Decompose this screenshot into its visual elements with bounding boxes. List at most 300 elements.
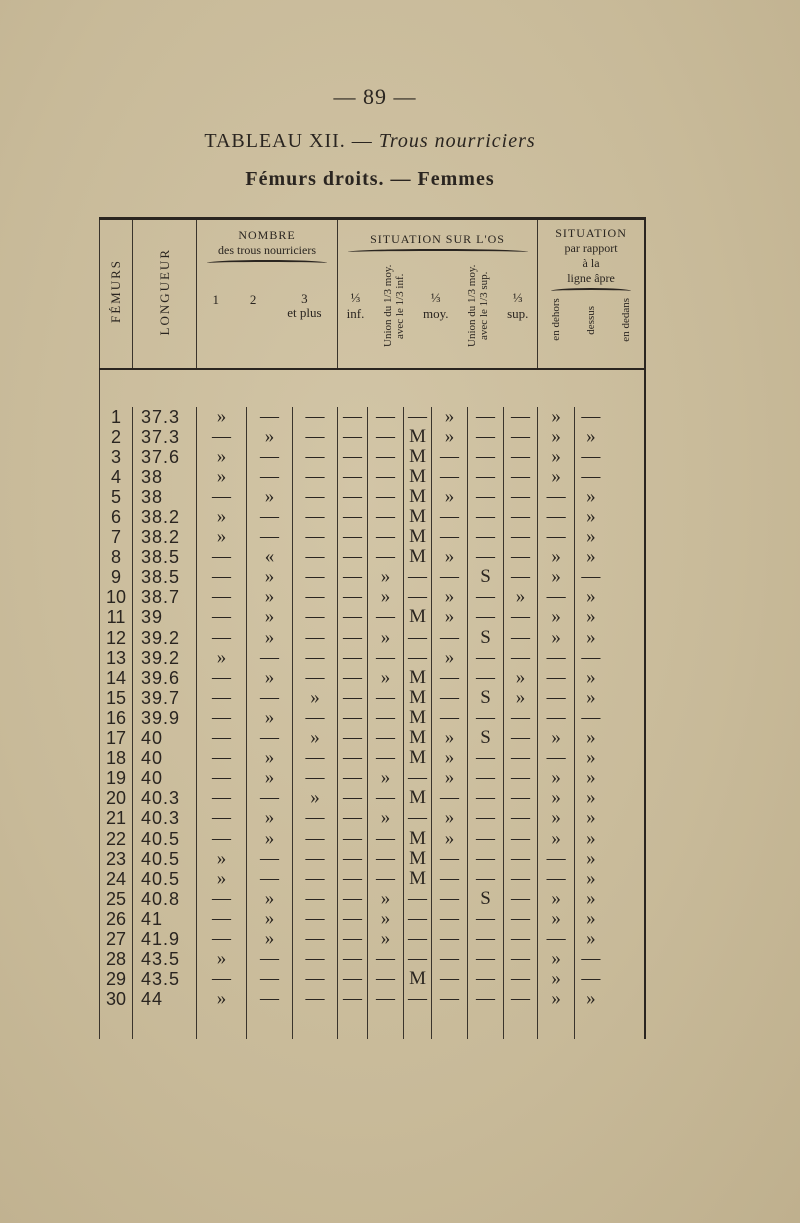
value-cell: — (338, 507, 368, 527)
value-cell: » (575, 688, 607, 708)
value-cell: — (368, 869, 404, 889)
value-cell: — (368, 688, 404, 708)
value-cell: » (538, 607, 575, 627)
value-cell: — (338, 869, 368, 889)
value-cell: » (575, 808, 607, 828)
value-cell: — (504, 728, 538, 748)
value-cell: — (338, 708, 368, 728)
value-cell: — (538, 708, 575, 728)
value-cell: » (293, 728, 338, 748)
value-cell: — (247, 527, 293, 547)
value-cell: » (538, 628, 575, 648)
length-cell: 39.2 (133, 648, 197, 668)
value-cell: — (197, 969, 247, 989)
header-en-dehors: en dehors (549, 298, 562, 342)
value-cell: — (338, 849, 368, 869)
value-cell: » (368, 909, 404, 929)
table-row (100, 889, 646, 909)
value-cell: — (197, 748, 247, 768)
table-row (100, 628, 646, 648)
value-cell: — (468, 407, 504, 427)
value-cell: » (247, 607, 293, 627)
value-cell: — (538, 487, 575, 507)
value-cell: — (197, 668, 247, 688)
value-cell: — (197, 788, 247, 808)
value-cell: M (404, 849, 432, 869)
value-cell: » (432, 728, 468, 748)
value-cell: » (247, 889, 293, 909)
value-cell: — (338, 748, 368, 768)
value-cell: — (368, 607, 404, 627)
length-cell: 39.6 (133, 668, 197, 688)
value-cell: — (247, 507, 293, 527)
femur-number: 15 (100, 688, 133, 708)
table-row (100, 788, 646, 808)
value-cell: » (538, 828, 575, 848)
femur-number: 21 (100, 808, 133, 828)
value-cell: » (538, 969, 575, 989)
value-cell: — (468, 949, 504, 969)
value-cell: — (468, 668, 504, 688)
value-cell: — (338, 527, 368, 547)
value-cell: — (293, 507, 338, 527)
value-cell: — (575, 949, 607, 969)
table-row (100, 929, 646, 949)
value-cell: — (338, 407, 368, 427)
value-cell: » (432, 547, 468, 567)
value-cell: — (468, 487, 504, 507)
value-cell: — (338, 768, 368, 788)
value-cell: » (538, 567, 575, 587)
value-cell: — (368, 728, 404, 748)
table-row (100, 547, 646, 567)
value-cell: — (538, 587, 575, 607)
value-cell: — (247, 849, 293, 869)
value-cell: — (368, 407, 404, 427)
femur-number: 18 (100, 748, 133, 768)
table-row (100, 949, 646, 969)
value-cell: — (338, 889, 368, 909)
value-cell: — (338, 808, 368, 828)
length-cell: 38 (133, 487, 197, 507)
value-cell: » (538, 808, 575, 828)
value-cell: — (247, 989, 293, 1009)
value-cell: — (197, 688, 247, 708)
value-cell: M (404, 607, 432, 627)
value-cell: » (432, 487, 468, 507)
table-row (100, 527, 646, 547)
value-cell: M (404, 828, 432, 848)
value-cell: — (247, 788, 293, 808)
value-cell: » (247, 487, 293, 507)
value-cell: » (538, 547, 575, 567)
value-cell: — (368, 849, 404, 869)
value-cell: — (468, 969, 504, 989)
value-cell: — (468, 869, 504, 889)
value-cell: — (368, 467, 404, 487)
femur-number: 19 (100, 768, 133, 788)
value-cell: — (197, 587, 247, 607)
table-row (100, 567, 646, 587)
value-cell: — (504, 447, 538, 467)
value-cell: — (504, 849, 538, 869)
table-row (100, 447, 646, 467)
value-cell: — (504, 708, 538, 728)
value-cell: — (575, 708, 607, 728)
value-cell: » (575, 587, 607, 607)
value-cell: — (504, 909, 538, 929)
page-number: — 89 — (333, 84, 417, 109)
length-cell: 39.2 (133, 628, 197, 648)
femur-number: 22 (100, 828, 133, 848)
value-cell: » (368, 929, 404, 949)
length-cell: 39.7 (133, 688, 197, 708)
length-cell: 38.5 (133, 567, 197, 587)
femur-number: 20 (100, 788, 133, 808)
table-body (100, 407, 646, 1010)
value-cell: » (504, 688, 538, 708)
femur-number: 4 (100, 467, 133, 487)
value-cell: » (368, 668, 404, 688)
value-cell: — (247, 407, 293, 427)
value-cell: — (504, 607, 538, 627)
value-cell: » (575, 989, 607, 1009)
value-cell: — (197, 828, 247, 848)
value-cell: — (293, 929, 338, 949)
table-row (100, 467, 646, 487)
table-subtitle: Fémurs droits. — Femmes (245, 168, 495, 190)
value-cell: — (368, 487, 404, 507)
value-cell: — (432, 849, 468, 869)
value-cell: — (247, 648, 293, 668)
value-cell: — (504, 828, 538, 848)
value-cell: — (197, 808, 247, 828)
value-cell: — (247, 467, 293, 487)
value-cell: — (293, 748, 338, 768)
value-cell: — (338, 728, 368, 748)
value-cell: — (504, 407, 538, 427)
value-cell: — (293, 467, 338, 487)
value-cell: » (432, 427, 468, 447)
value-cell: » (432, 828, 468, 848)
value-cell: » (247, 587, 293, 607)
value-cell: » (197, 507, 247, 527)
length-cell: 41.9 (133, 929, 197, 949)
length-cell: 44 (133, 989, 197, 1009)
length-cell: 40.3 (133, 788, 197, 808)
value-cell: — (368, 547, 404, 567)
header-en-dedans: en dedans (620, 298, 633, 342)
value-cell: — (504, 567, 538, 587)
value-cell: — (468, 909, 504, 929)
value-cell: — (338, 989, 368, 1009)
value-cell: — (538, 929, 575, 949)
value-cell: » (368, 808, 404, 828)
value-cell: — (293, 869, 338, 889)
value-cell: — (404, 648, 432, 668)
length-cell: 40.5 (133, 849, 197, 869)
value-cell: — (575, 969, 607, 989)
value-cell: » (504, 587, 538, 607)
value-cell: — (432, 989, 468, 1009)
value-cell: » (247, 808, 293, 828)
value-cell: — (293, 607, 338, 627)
femur-number: 27 (100, 929, 133, 949)
value-cell: » (247, 708, 293, 728)
value-cell: » (368, 768, 404, 788)
value-cell: — (432, 567, 468, 587)
value-cell: — (468, 708, 504, 728)
header-dessus: dessus (585, 305, 598, 335)
table-title (0, 130, 740, 153)
header-union-inf: Union du 1/3 moy. avec le 1/3 inf. (381, 264, 406, 348)
value-cell: — (538, 869, 575, 889)
table-row (100, 969, 646, 989)
value-cell: — (293, 828, 338, 848)
value-cell: » (538, 788, 575, 808)
value-cell: — (197, 768, 247, 788)
value-cell: — (338, 427, 368, 447)
value-cell: M (404, 869, 432, 889)
value-cell: » (538, 768, 575, 788)
value-cell: M (404, 748, 432, 768)
value-cell: — (504, 648, 538, 668)
value-cell: » (575, 909, 607, 929)
value-cell: — (338, 668, 368, 688)
value-cell: — (368, 708, 404, 728)
value-cell: — (468, 849, 504, 869)
value-cell: M (404, 969, 432, 989)
value-cell: — (404, 808, 432, 828)
value-cell: — (293, 407, 338, 427)
value-cell: » (368, 628, 404, 648)
value-cell: » (575, 547, 607, 567)
value-cell: — (368, 447, 404, 467)
value-cell: » (368, 889, 404, 909)
value-cell: — (432, 889, 468, 909)
value-cell: — (504, 507, 538, 527)
value-cell: » (538, 467, 575, 487)
length-cell: 40.5 (133, 869, 197, 889)
value-cell: S (468, 628, 504, 648)
value-cell: M (404, 447, 432, 467)
femur-number: 8 (100, 547, 133, 567)
value-cell: — (538, 527, 575, 547)
length-cell: 38.7 (133, 587, 197, 607)
value-cell: » (432, 607, 468, 627)
femur-number: 29 (100, 969, 133, 989)
length-cell: 38.2 (133, 527, 197, 547)
value-cell: — (247, 869, 293, 889)
value-cell: — (432, 869, 468, 889)
value-cell: — (368, 788, 404, 808)
value-cell: » (538, 447, 575, 467)
header-third-moy: ⅓ moy. (422, 290, 449, 321)
table-row (100, 748, 646, 768)
value-cell: — (368, 507, 404, 527)
value-cell: — (432, 929, 468, 949)
value-cell: » (538, 728, 575, 748)
value-cell: — (293, 909, 338, 929)
value-cell: — (338, 929, 368, 949)
value-cell: — (197, 487, 247, 507)
value-cell: — (338, 788, 368, 808)
value-cell: » (432, 407, 468, 427)
femur-number: 6 (100, 507, 133, 527)
femur-number: 25 (100, 889, 133, 909)
length-cell: 37.6 (133, 447, 197, 467)
value-cell: — (504, 969, 538, 989)
length-cell: 39 (133, 607, 197, 627)
value-cell: M (404, 507, 432, 527)
value-cell: — (293, 547, 338, 567)
value-cell: — (504, 547, 538, 567)
femur-number: 26 (100, 909, 133, 929)
value-cell: — (338, 607, 368, 627)
value-cell: — (538, 688, 575, 708)
value-cell: » (575, 487, 607, 507)
value-cell: — (504, 487, 538, 507)
value-cell: — (468, 547, 504, 567)
value-cell: — (368, 527, 404, 547)
table-row (100, 427, 646, 447)
length-cell: 40 (133, 748, 197, 768)
table-row (100, 828, 646, 848)
value-cell: — (468, 648, 504, 668)
value-cell: — (293, 587, 338, 607)
header-longueur: LONGUEUR (133, 219, 197, 369)
value-cell: » (247, 628, 293, 648)
table-row (100, 849, 646, 869)
value-cell: » (538, 909, 575, 929)
length-cell: 40 (133, 768, 197, 788)
value-cell: » (368, 587, 404, 607)
data-table (99, 217, 646, 1039)
femur-number: 28 (100, 949, 133, 969)
value-cell: M (404, 547, 432, 567)
length-cell: 40 (133, 728, 197, 748)
value-cell: — (293, 768, 338, 788)
value-cell: » (197, 949, 247, 969)
value-cell: — (293, 969, 338, 989)
value-cell: » (197, 527, 247, 547)
header-situation-ligne: SITUATION par rapport à la ligne âpre en dehors dessus en dedans (538, 219, 645, 369)
femur-number: 2 (100, 427, 133, 447)
value-cell: — (538, 648, 575, 668)
value-cell: — (504, 768, 538, 788)
value-cell: — (404, 949, 432, 969)
value-cell: — (468, 989, 504, 1009)
length-cell: 37.3 (133, 427, 197, 447)
value-cell: — (504, 869, 538, 889)
value-cell: — (338, 467, 368, 487)
value-cell: — (368, 648, 404, 668)
value-cell: » (538, 407, 575, 427)
value-cell: M (404, 788, 432, 808)
value-cell: » (538, 989, 575, 1009)
value-cell: — (432, 969, 468, 989)
value-cell: — (468, 808, 504, 828)
value-cell: — (404, 929, 432, 949)
value-cell: — (293, 447, 338, 467)
value-cell: » (575, 889, 607, 909)
header-situation-os: SITUATION SUR L'OS ⅓ inf. Union du 1/3 moy. avec le 1/3 inf. ⅓ moy. Union du 1/3 moy. avec le 1/3 sup. ⅓ sup. (338, 219, 538, 369)
value-cell: — (338, 909, 368, 929)
value-cell: — (575, 407, 607, 427)
value-cell: — (247, 728, 293, 748)
value-cell: — (293, 527, 338, 547)
value-cell: — (247, 688, 293, 708)
value-cell: — (504, 467, 538, 487)
value-cell: » (197, 869, 247, 889)
value-cell: — (338, 828, 368, 848)
value-cell: — (338, 628, 368, 648)
value-cell: » (575, 929, 607, 949)
value-cell: — (504, 748, 538, 768)
value-cell: — (504, 929, 538, 949)
value-cell: — (404, 768, 432, 788)
value-cell: M (404, 527, 432, 547)
value-cell: — (468, 768, 504, 788)
length-cell: 40.8 (133, 889, 197, 909)
value-cell: — (432, 949, 468, 969)
value-cell: » (575, 728, 607, 748)
value-cell: — (504, 788, 538, 808)
value-cell: — (197, 728, 247, 748)
value-cell: — (197, 929, 247, 949)
value-cell: » (368, 567, 404, 587)
value-cell: — (247, 969, 293, 989)
length-cell: 43.5 (133, 949, 197, 969)
length-cell: 39.9 (133, 708, 197, 728)
header-third-sup: ⅓ sup. (507, 290, 529, 321)
value-cell: — (197, 909, 247, 929)
header-union-sup: Union du 1/3 moy. avec le 1/3 sup. (465, 264, 490, 348)
value-cell: — (368, 748, 404, 768)
value-cell: — (468, 527, 504, 547)
value-cell: M (404, 668, 432, 688)
table-row (100, 728, 646, 748)
femur-number: 14 (100, 668, 133, 688)
value-cell: — (504, 808, 538, 828)
value-cell: » (538, 427, 575, 447)
value-cell: » (247, 828, 293, 848)
value-cell: — (338, 567, 368, 587)
value-cell: — (575, 467, 607, 487)
value-cell: » (575, 527, 607, 547)
value-cell: » (575, 768, 607, 788)
value-cell: — (197, 427, 247, 447)
value-cell: » (432, 748, 468, 768)
value-cell: » (197, 407, 247, 427)
value-cell: — (293, 668, 338, 688)
value-cell: M (404, 487, 432, 507)
header-femurs: FÉMURS (100, 219, 133, 369)
value-cell: — (404, 587, 432, 607)
value-cell: — (504, 889, 538, 909)
table-row (100, 607, 646, 627)
header-n3: 3 et plus (287, 291, 322, 320)
value-cell: — (368, 989, 404, 1009)
table-row (100, 668, 646, 688)
length-cell: 41 (133, 909, 197, 929)
femur-number: 5 (100, 487, 133, 507)
value-cell: — (504, 949, 538, 969)
value-cell: — (338, 487, 368, 507)
value-cell: » (293, 788, 338, 808)
table-row (100, 768, 646, 788)
value-cell: — (338, 648, 368, 668)
